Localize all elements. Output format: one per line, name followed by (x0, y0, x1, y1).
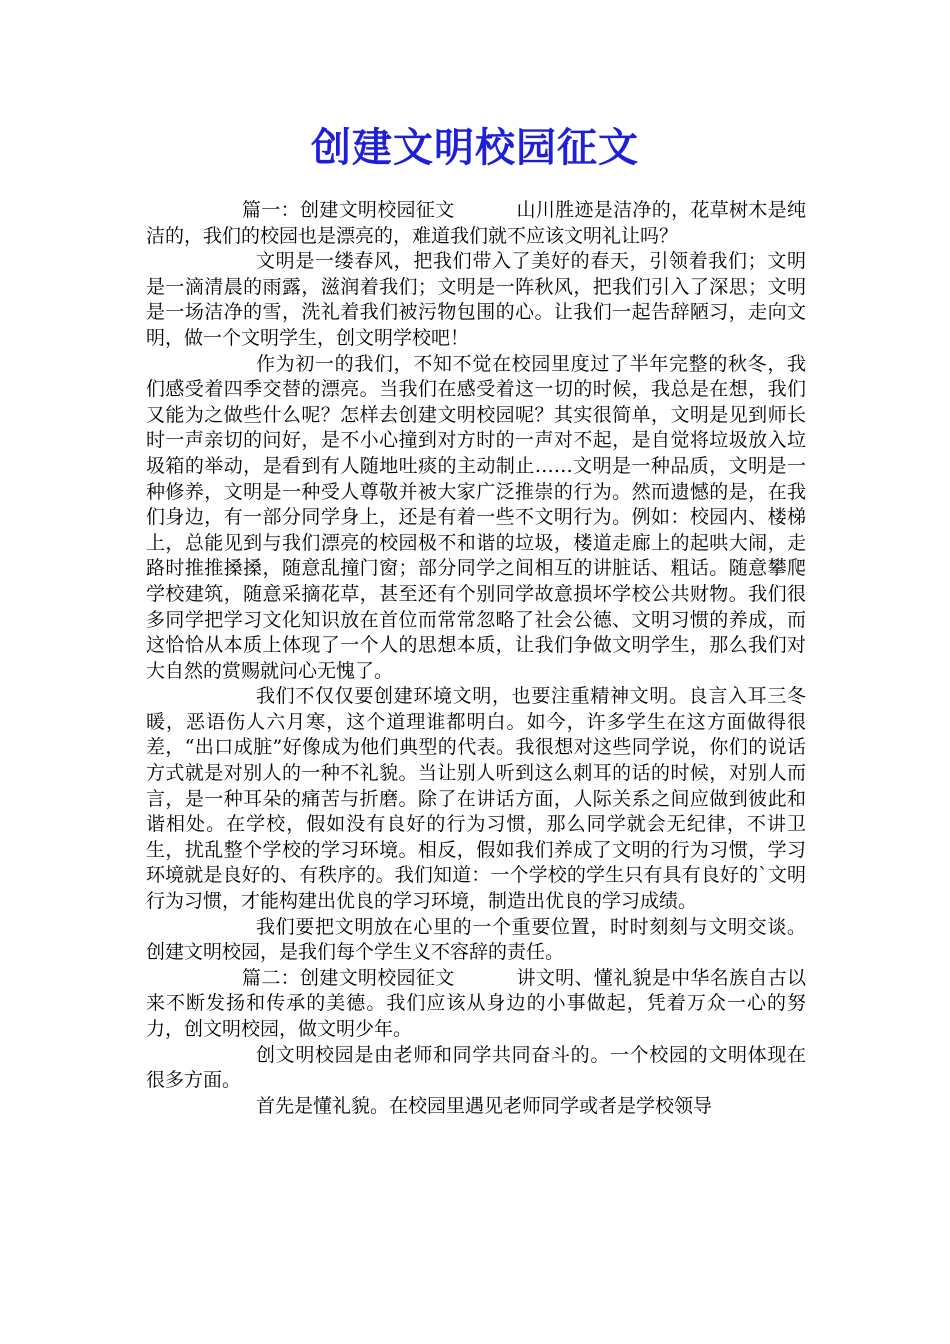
paragraph: 我们要把文明放在心里的一个重要位置，时时刻刻与文明交谈。创建文明校园，是我们每个学生义不容辞的责任。 (146, 915, 806, 964)
section-1-label: 篇一：创建文明校园征文 (242, 199, 455, 221)
paragraph: 首先是懂礼貌。在校园里遇见老师同学或者是学校领导 (256, 1094, 713, 1117)
paragraph: 我们不仅仅要创建环境文明，也要注重精神文明。良言入耳三冬暖，恶语伤人六月寒，这个道理谁都明白。如今，许多学生在这方面做得很差，“出口成脏”好像成为他们典型的代表。我很想对这些同学说，你们的说话方式就是对别人的一种不礼貌。当让别人听到这么刺耳的话的时候，对别人而言，是一种耳朵的痛苦与折磨。除了在讲话方面，人际关系之间应做到彼此和谐相处。在学校，假如没有良好的行为习惯，那么同学就会无纪律，不讲卫生，扰乱整个学校的学习环境。相反，假如我们养成了文明的行为习惯，学习环境就是良好的、有秩序的。我们知道：一个学校的学生只有具有良好的`文明行为习惯，才能构建出优良的学习环境，制造出优良的学习成绩。 (146, 685, 806, 913)
paragraph: 作为初一的我们，不知不觉在校园里度过了半年完整的秋冬，我们感受着四季交替的漂亮。当我们在感受着这一切的时候，我总是在想，我们又能为之做些什么呢？怎样去创建文明校园呢？其实很简单，文明是见到师长时一声亲切的问好，是不小心撞到对方时的一声对不起，是自觉将垃圾放入垃圾箱的举动，是看到有人随地吐痰的主动制止……文明是一种品质，文明是一种修养，文明是一种受人尊敬并被大家广泛推崇的行为。然而遗憾的是，在我们身边，有一部分同学身上，还是有着一些不文明行为。例如：校园内、楼梯上，总能见到与我们漂亮的校园极不和谐的垃圾，楼道走廊上的起哄大闹，走路时推推搡搡，随意乱撞门窗；部分同学之间相互的讲脏话、粗话。随意攀爬学校建筑，随意采摘花草，甚至还有个别同学故意损坏学校公共财物。我们很多同学把学习文化知识放在首位而常常忽略了社会公德、文明习惯的养成，而这恰恰从本质上体现了一个人的思想本质，让我们争做文明学生，那么我们对大自然的赏赐就问心无愧了。 (146, 352, 806, 682)
section-1-intro-paragraph (146, 198, 806, 249)
document-title: 创建文明校园征文 (311, 125, 639, 171)
document-body (146, 198, 806, 1119)
paragraph-text: 山川胜迹是洁净的，花草树木是纯洁的，我们的校园也是漂亮的，难道我们就不应该文明礼让吗？ (146, 199, 806, 247)
paragraph: 文明是一缕春风，把我们带入了美好的春天，引领着我们；文明是一滴清晨的雨露，滋润着我们；文明是一阵秋风，把我们引入了深思；文明是一场洁净的雪，洗礼着我们被污物包围的心。让我们一起告辞陋习，走向文明，做一个文明学生，创文明学校吧！ (146, 250, 806, 349)
section-2-intro-paragraph (146, 966, 806, 1043)
section-2-label: 篇二：创建文明校园征文 (242, 966, 455, 989)
paragraph-text: 讲文明、懂礼貌是中华名族自古以来不断发扬和传承的美德。我们应该从身边的小事做起，凭着万众一心的努力，创文明校园，做文明少年。 (146, 966, 806, 1040)
paragraph: 创文明校园是由老师和同学共同奋斗的。一个校园的文明体现在很多方面。 (146, 1043, 806, 1092)
